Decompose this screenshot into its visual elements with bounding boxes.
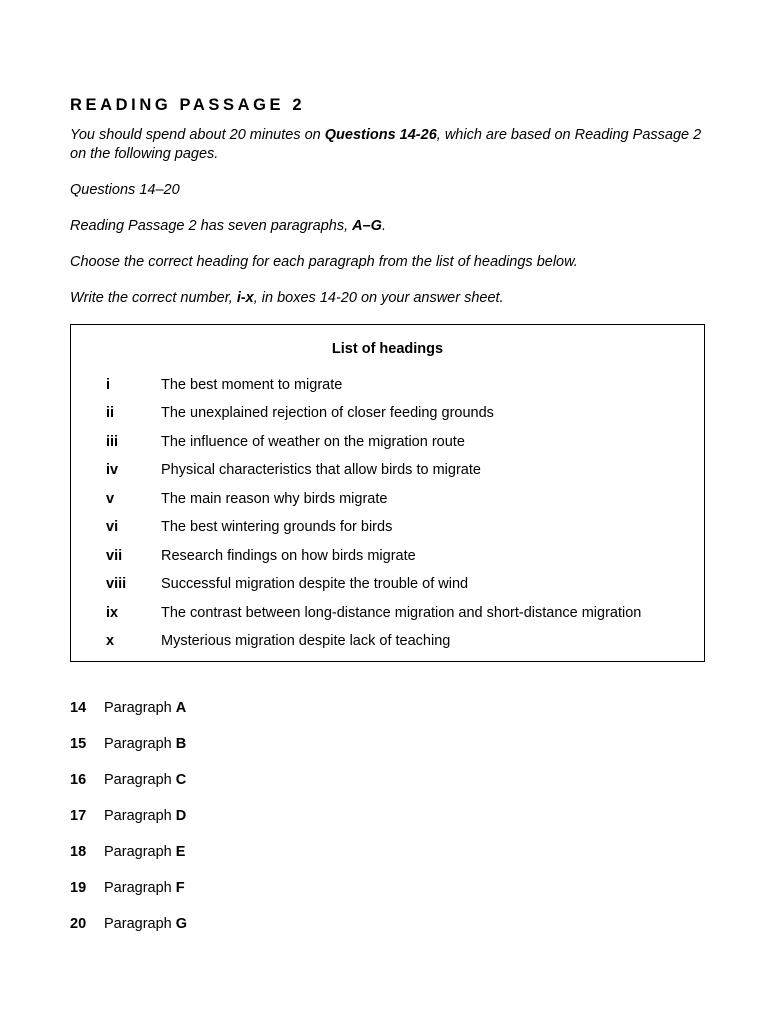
question-row [70,770,710,806]
write-instruction-part2: , in boxes 14-20 on your answer sheet. [253,290,504,306]
paragraph-info-bold: A–G [352,218,382,234]
paragraph-letter: A [175,700,187,716]
heading-text: The best wintering grounds for birds [161,519,393,535]
heading-number: ix [106,605,119,621]
question-row [70,914,710,950]
heading-text: Research findings on how birds migrate [161,548,416,564]
heading-text: The best moment to migrate [161,377,343,393]
question-label [104,914,187,934]
question-label [104,734,186,754]
paragraph-info-part2: . [381,218,386,234]
question-text: Paragraph [104,808,176,824]
write-instruction [70,289,710,308]
questions-range: Questions 14–20 [70,182,180,198]
heading-number: vii [106,548,123,564]
headings-box-title: List of headings [331,341,444,357]
heading-text: Successful migration despite the trouble of wind [161,576,469,592]
paragraph-info-part1: Reading Passage 2 has seven paragraphs, [70,218,353,234]
paragraph-letter: C [175,772,187,788]
paragraph-letter: B [175,736,187,752]
question-label [104,842,185,862]
question-text: Paragraph [104,880,176,896]
question-list [70,698,710,950]
heading-number: iii [106,434,119,450]
question-row [70,878,710,914]
intro-text [70,126,710,164]
question-number: 15 [70,736,87,752]
heading-number: x [106,633,115,649]
question-label [104,770,186,790]
heading-number: vi [106,519,119,535]
heading-text: Physical characteristics that allow birds to migrate [161,462,481,478]
instruction: Choose the correct heading for each paragraph from the list of headings below. [70,254,578,270]
intro-questions: Questions 14-26 [324,127,437,143]
question-text: Paragraph [104,700,176,716]
question-row [70,806,710,842]
question-number: 14 [70,700,87,716]
question-number: 16 [70,772,87,788]
passage-title: READING PASSAGE 2 [70,96,306,114]
intro-part2: , which are based on Reading Passage 2 on the following pages. [70,127,702,162]
question-label [104,698,186,718]
heading-text: Mysterious migration despite lack of teaching [161,633,451,649]
paragraph-letter: G [175,916,188,932]
paragraph-info [70,217,710,236]
question-text: Paragraph [104,844,176,860]
question-number: 17 [70,808,87,824]
paragraph-letter: D [175,808,187,824]
heading-number: i [106,377,111,393]
question-text: Paragraph [104,772,176,788]
question-row [70,734,710,770]
heading-text: The main reason why birds migrate [161,491,388,507]
heading-number: viii [106,576,127,592]
question-row [70,842,710,878]
heading-number: iv [106,462,119,478]
heading-text: The influence of weather on the migration route [161,434,465,450]
question-label [104,878,185,898]
page [70,94,710,950]
paragraph-letter: E [175,844,186,860]
heading-text: The unexplained rejection of closer feeding grounds [161,405,494,421]
heading-number: v [106,491,115,507]
question-label [104,806,186,826]
heading-text: The contrast between long-distance migration and short-distance migration [161,605,642,621]
headings-box [70,324,705,662]
intro-part1: You should spend about 20 minutes on [70,127,325,143]
question-number: 19 [70,880,87,896]
question-text: Paragraph [104,736,176,752]
write-instruction-bold: i-x [236,290,254,306]
question-row [70,698,710,734]
heading-number: ii [106,405,115,421]
question-text: Paragraph [104,916,176,932]
question-number: 18 [70,844,87,860]
write-instruction-part1: Write the correct number, [70,290,237,306]
paragraph-letter: F [175,880,185,896]
question-number: 20 [70,916,87,932]
